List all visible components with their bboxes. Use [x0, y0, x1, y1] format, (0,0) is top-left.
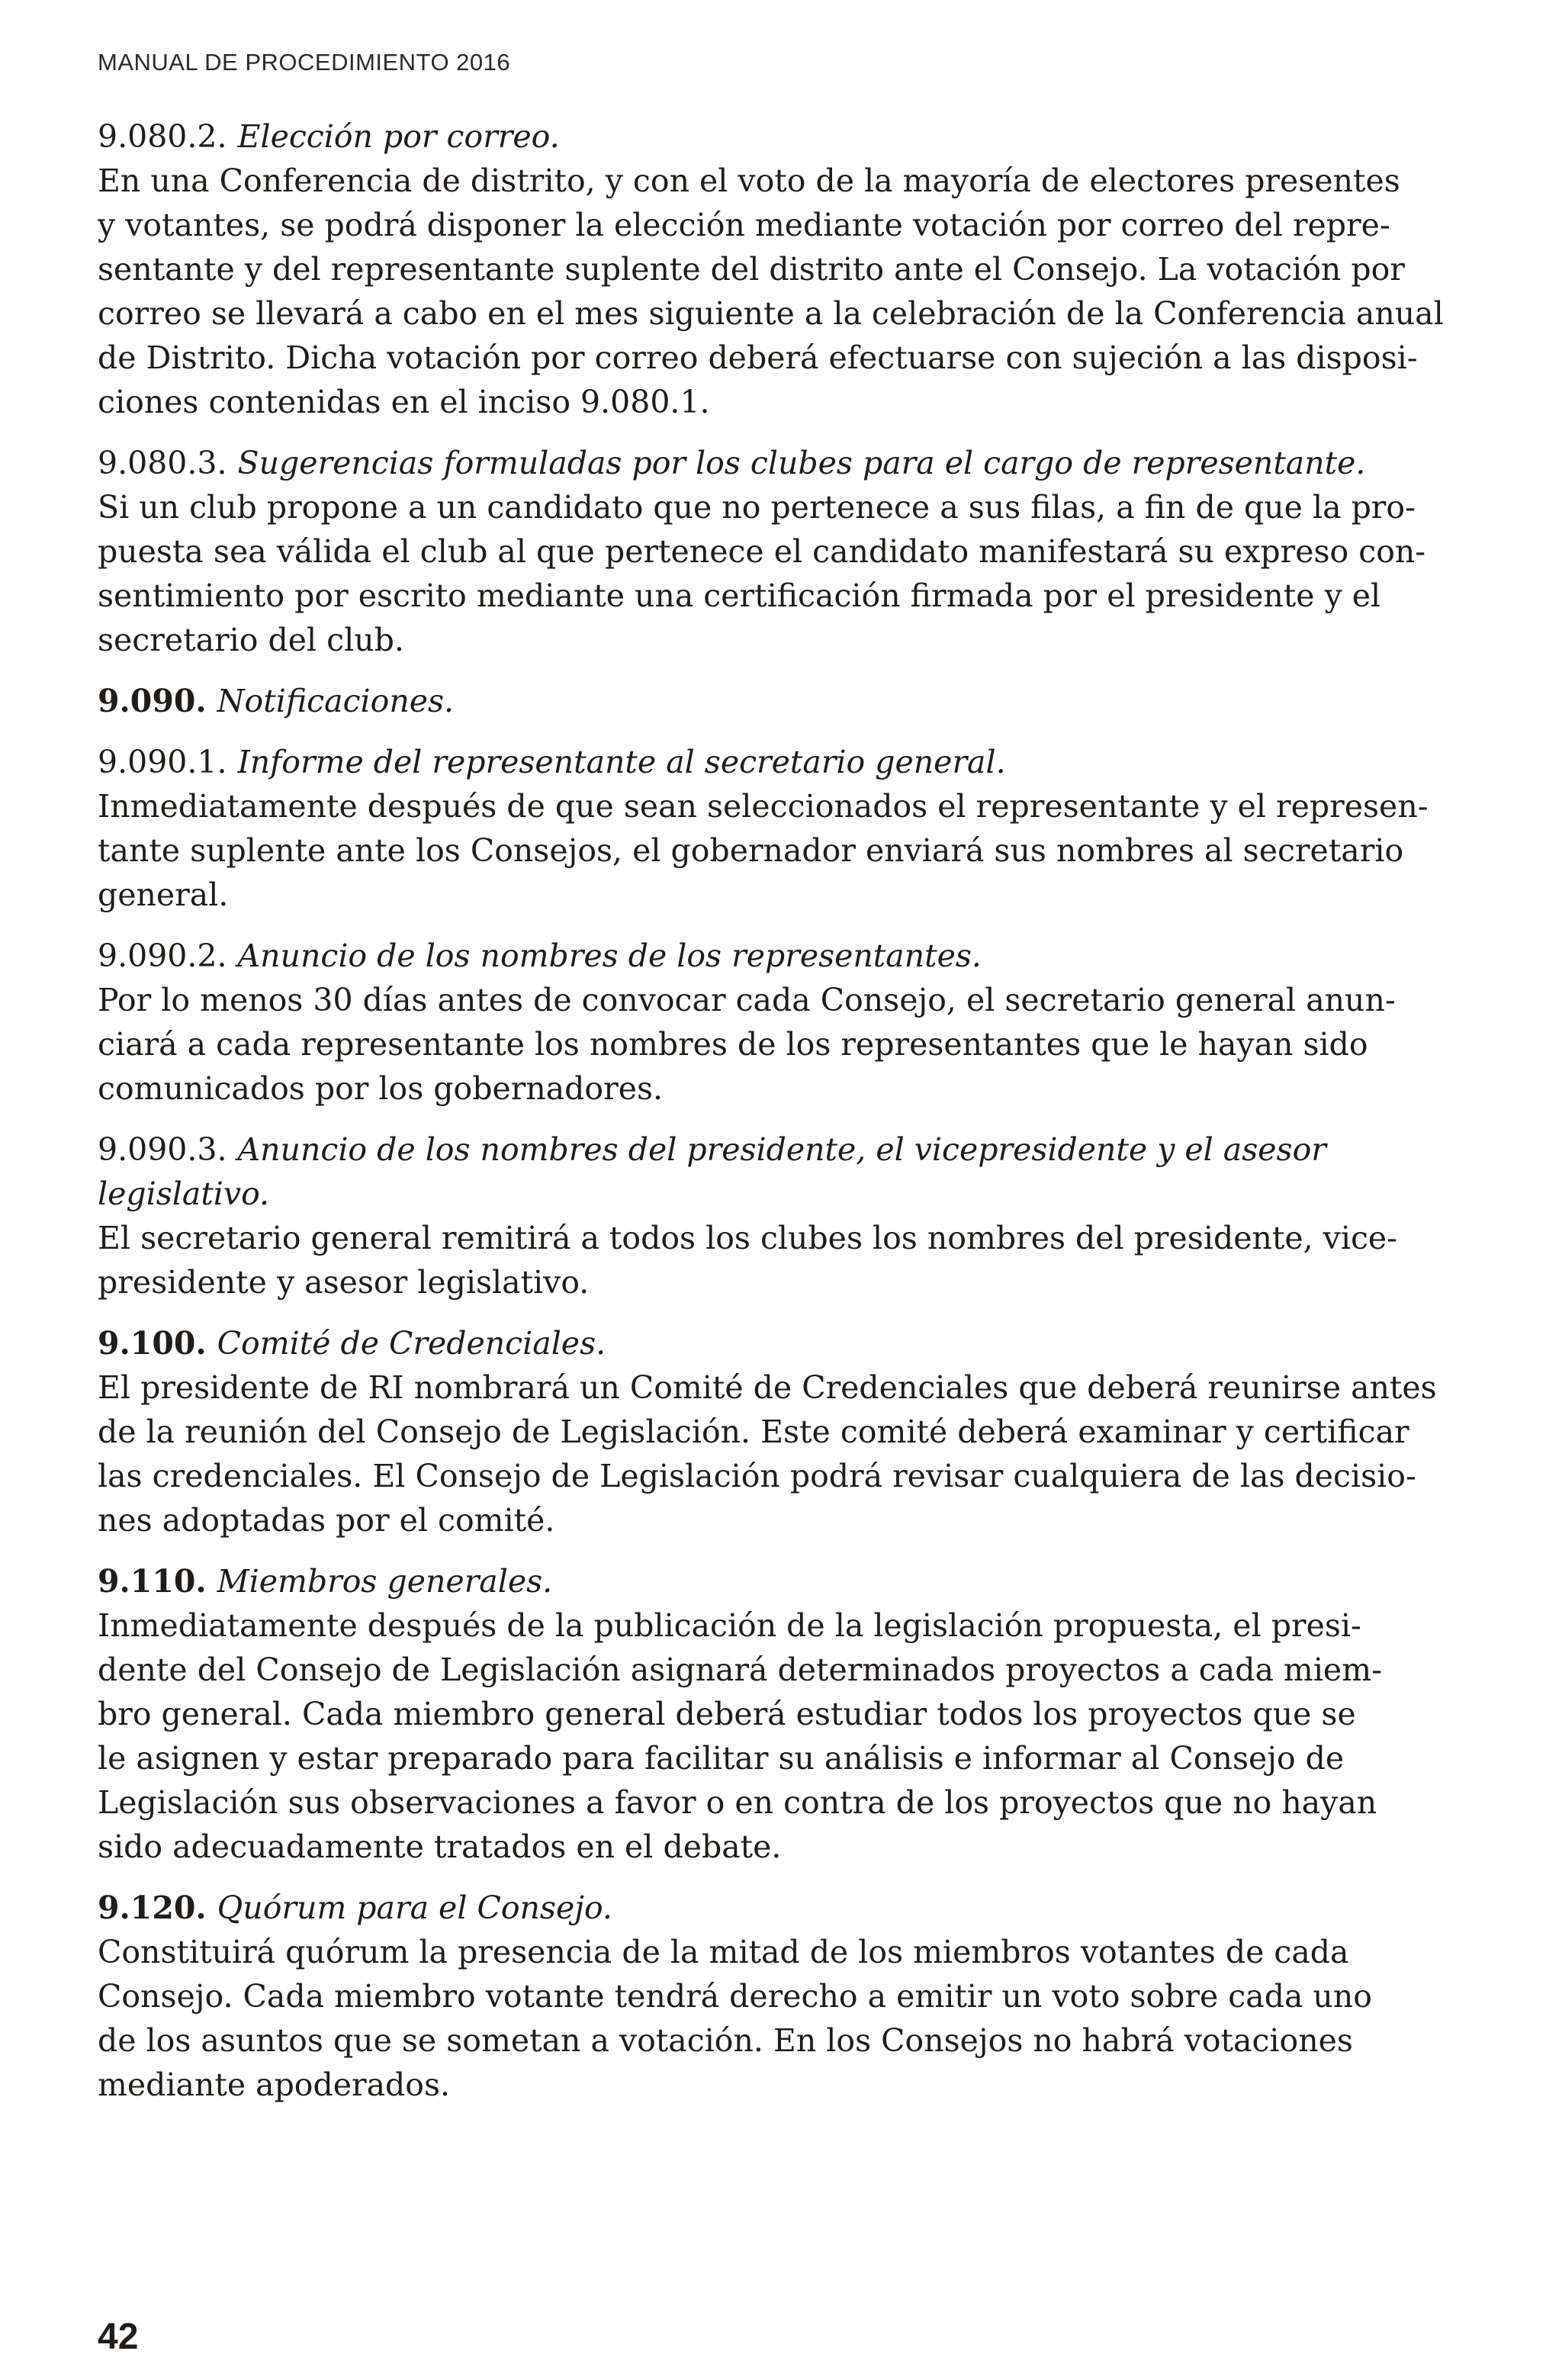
section-9-110	[98, 1559, 1432, 1869]
paragraph-line: nes adoptadas por el comité.	[98, 1502, 555, 1539]
paragraph-line: En una Conferencia de distrito, y con el voto de la mayoría de electores presentes	[98, 162, 1400, 199]
section-heading	[98, 441, 1432, 485]
section-number: 9.090.	[98, 683, 207, 719]
paragraph-line: El presidente de RI nombrará un Comité de Credenciales que deberá reunirse antes	[98, 1369, 1437, 1406]
document-body	[98, 114, 1444, 2124]
paragraph-line: presidente y asesor legislativo.	[98, 1264, 590, 1301]
section-title: Anuncio de los nombres de los representantes.	[237, 938, 982, 974]
paragraph-line: Inmediatamente después de la publicación de la legislación propuesta, el presi-	[98, 1607, 1361, 1644]
paragraph-line: sentante y del representante suplente del distrito ante el Consejo. La votación por	[98, 251, 1405, 288]
paragraph-line: Si un club propone a un candidato que no pertenece a sus filas, a fin de que la pro-	[98, 489, 1416, 526]
section-9-090-3	[98, 1127, 1432, 1304]
section-heading	[98, 1886, 1432, 1930]
section-heading	[98, 934, 1432, 978]
section-9-120	[98, 1886, 1432, 2107]
paragraph-line: bro general. Cada miembro general deberá estudiar todos los proyectos que se	[98, 1696, 1356, 1732]
section-heading	[98, 679, 1432, 723]
paragraph-line: sido adecuadamente tratados en el debate.	[98, 1828, 782, 1865]
section-title: Comité de Credenciales.	[217, 1325, 606, 1362]
section-heading	[98, 1559, 1432, 1603]
section-heading	[98, 1321, 1432, 1365]
paragraph-line: le asignen y estar preparado para facilitar su análisis e informar al Consejo de	[98, 1740, 1345, 1777]
paragraph-line: Legislación sus observaciones a favor o en contra de los proyectos que no hayan	[98, 1784, 1377, 1821]
section-number: 9.080.2.	[98, 118, 227, 155]
section-number: 9.110.	[98, 1563, 207, 1600]
paragraph-line: y votantes, se podrá disponer la elección mediante votación por correo del repre-	[98, 207, 1390, 243]
section-9-090-2	[98, 934, 1432, 1111]
paragraph-line: ciones contenidas en el inciso 9.080.1.	[98, 384, 710, 420]
section-title-continuation: legislativo.	[98, 1176, 270, 1212]
section-title: Quórum para el Consejo.	[217, 1890, 612, 1926]
section-title: Informe del representante al secretario general.	[237, 744, 1006, 780]
paragraph-line: correo se llevará a cabo en el mes siguiente a la celebración de la Conferencia anual	[98, 295, 1444, 332]
paragraph-line: mediante apoderados.	[98, 2066, 451, 2103]
paragraph-line: general.	[98, 876, 229, 913]
paragraph-line: dente del Consejo de Legislación asignará determinados proyectos a cada miem-	[98, 1652, 1382, 1688]
section-9-090	[98, 679, 1432, 723]
section-title: Miembros generales.	[217, 1563, 553, 1600]
paragraph-line: El secretario general remitirá a todos los clubes los nombres del presidente, vice-	[98, 1220, 1398, 1256]
paragraph-line: las credenciales. El Consejo de Legislación podrá revisar cualquiera de las decisio-	[98, 1458, 1416, 1494]
section-9-090-1	[98, 740, 1432, 917]
running-header: MANUAL DE PROCEDIMIENTO 2016	[98, 49, 511, 76]
section-number: 9.080.3.	[98, 445, 227, 481]
section-9-080-2	[98, 114, 1444, 424]
paragraph-line: de los asuntos que se sometan a votación. En los Consejos no habrá votaciones	[98, 2022, 1353, 2059]
paragraph-line: ciará a cada representante los nombres de los representantes que le hayan sido	[98, 1026, 1368, 1063]
section-number: 9.090.1.	[98, 744, 227, 780]
section-number: 9.090.3.	[98, 1131, 227, 1168]
section-number: 9.090.2.	[98, 938, 227, 974]
paragraph-line: puesta sea válida el club al que pertenece el candidato manifestará su expreso con-	[98, 533, 1426, 570]
section-heading	[98, 740, 1432, 784]
paragraph-line: de la reunión del Consejo de Legislación. Este comité deberá examinar y certificar	[98, 1414, 1409, 1450]
section-heading	[98, 1127, 1432, 1172]
section-title: Elección por correo.	[237, 118, 560, 155]
section-title: Sugerencias formuladas por los clubes para el cargo de representante.	[237, 445, 1366, 481]
paragraph-line: de Distrito. Dicha votación por correo deberá efectuarse con sujeción a las disposi-	[98, 339, 1418, 376]
section-9-100	[98, 1321, 1437, 1542]
paragraph-line: Por lo menos 30 días antes de convocar cada Consejo, el secretario general anun-	[98, 982, 1396, 1018]
section-number: 9.120.	[98, 1890, 207, 1926]
section-heading	[98, 114, 1432, 159]
section-number: 9.100.	[98, 1325, 207, 1362]
paragraph-line: Constituirá quórum la presencia de la mitad de los miembros votantes de cada	[98, 1934, 1349, 1970]
page-number: 42	[98, 2317, 139, 2357]
section-9-080-3	[98, 441, 1432, 662]
paragraph-line: tante suplente ante los Consejos, el gobernador enviará sus nombres al secretario	[98, 832, 1404, 869]
paragraph-line: secretario del club.	[98, 622, 404, 658]
paragraph-line: Inmediatamente después de que sean seleccionados el representante y el represen-	[98, 788, 1429, 825]
paragraph-line: comunicados por los gobernadores.	[98, 1070, 664, 1107]
paragraph-line: sentimiento por escrito mediante una certificación firmada por el presidente y el	[98, 577, 1381, 614]
section-title: Notificaciones.	[217, 683, 455, 719]
paragraph-line: Consejo. Cada miembro votante tendrá derecho a emitir un voto sobre cada uno	[98, 1978, 1372, 2015]
section-title: Anuncio de los nombres del presidente, el vicepresidente y el asesor	[237, 1131, 1326, 1168]
